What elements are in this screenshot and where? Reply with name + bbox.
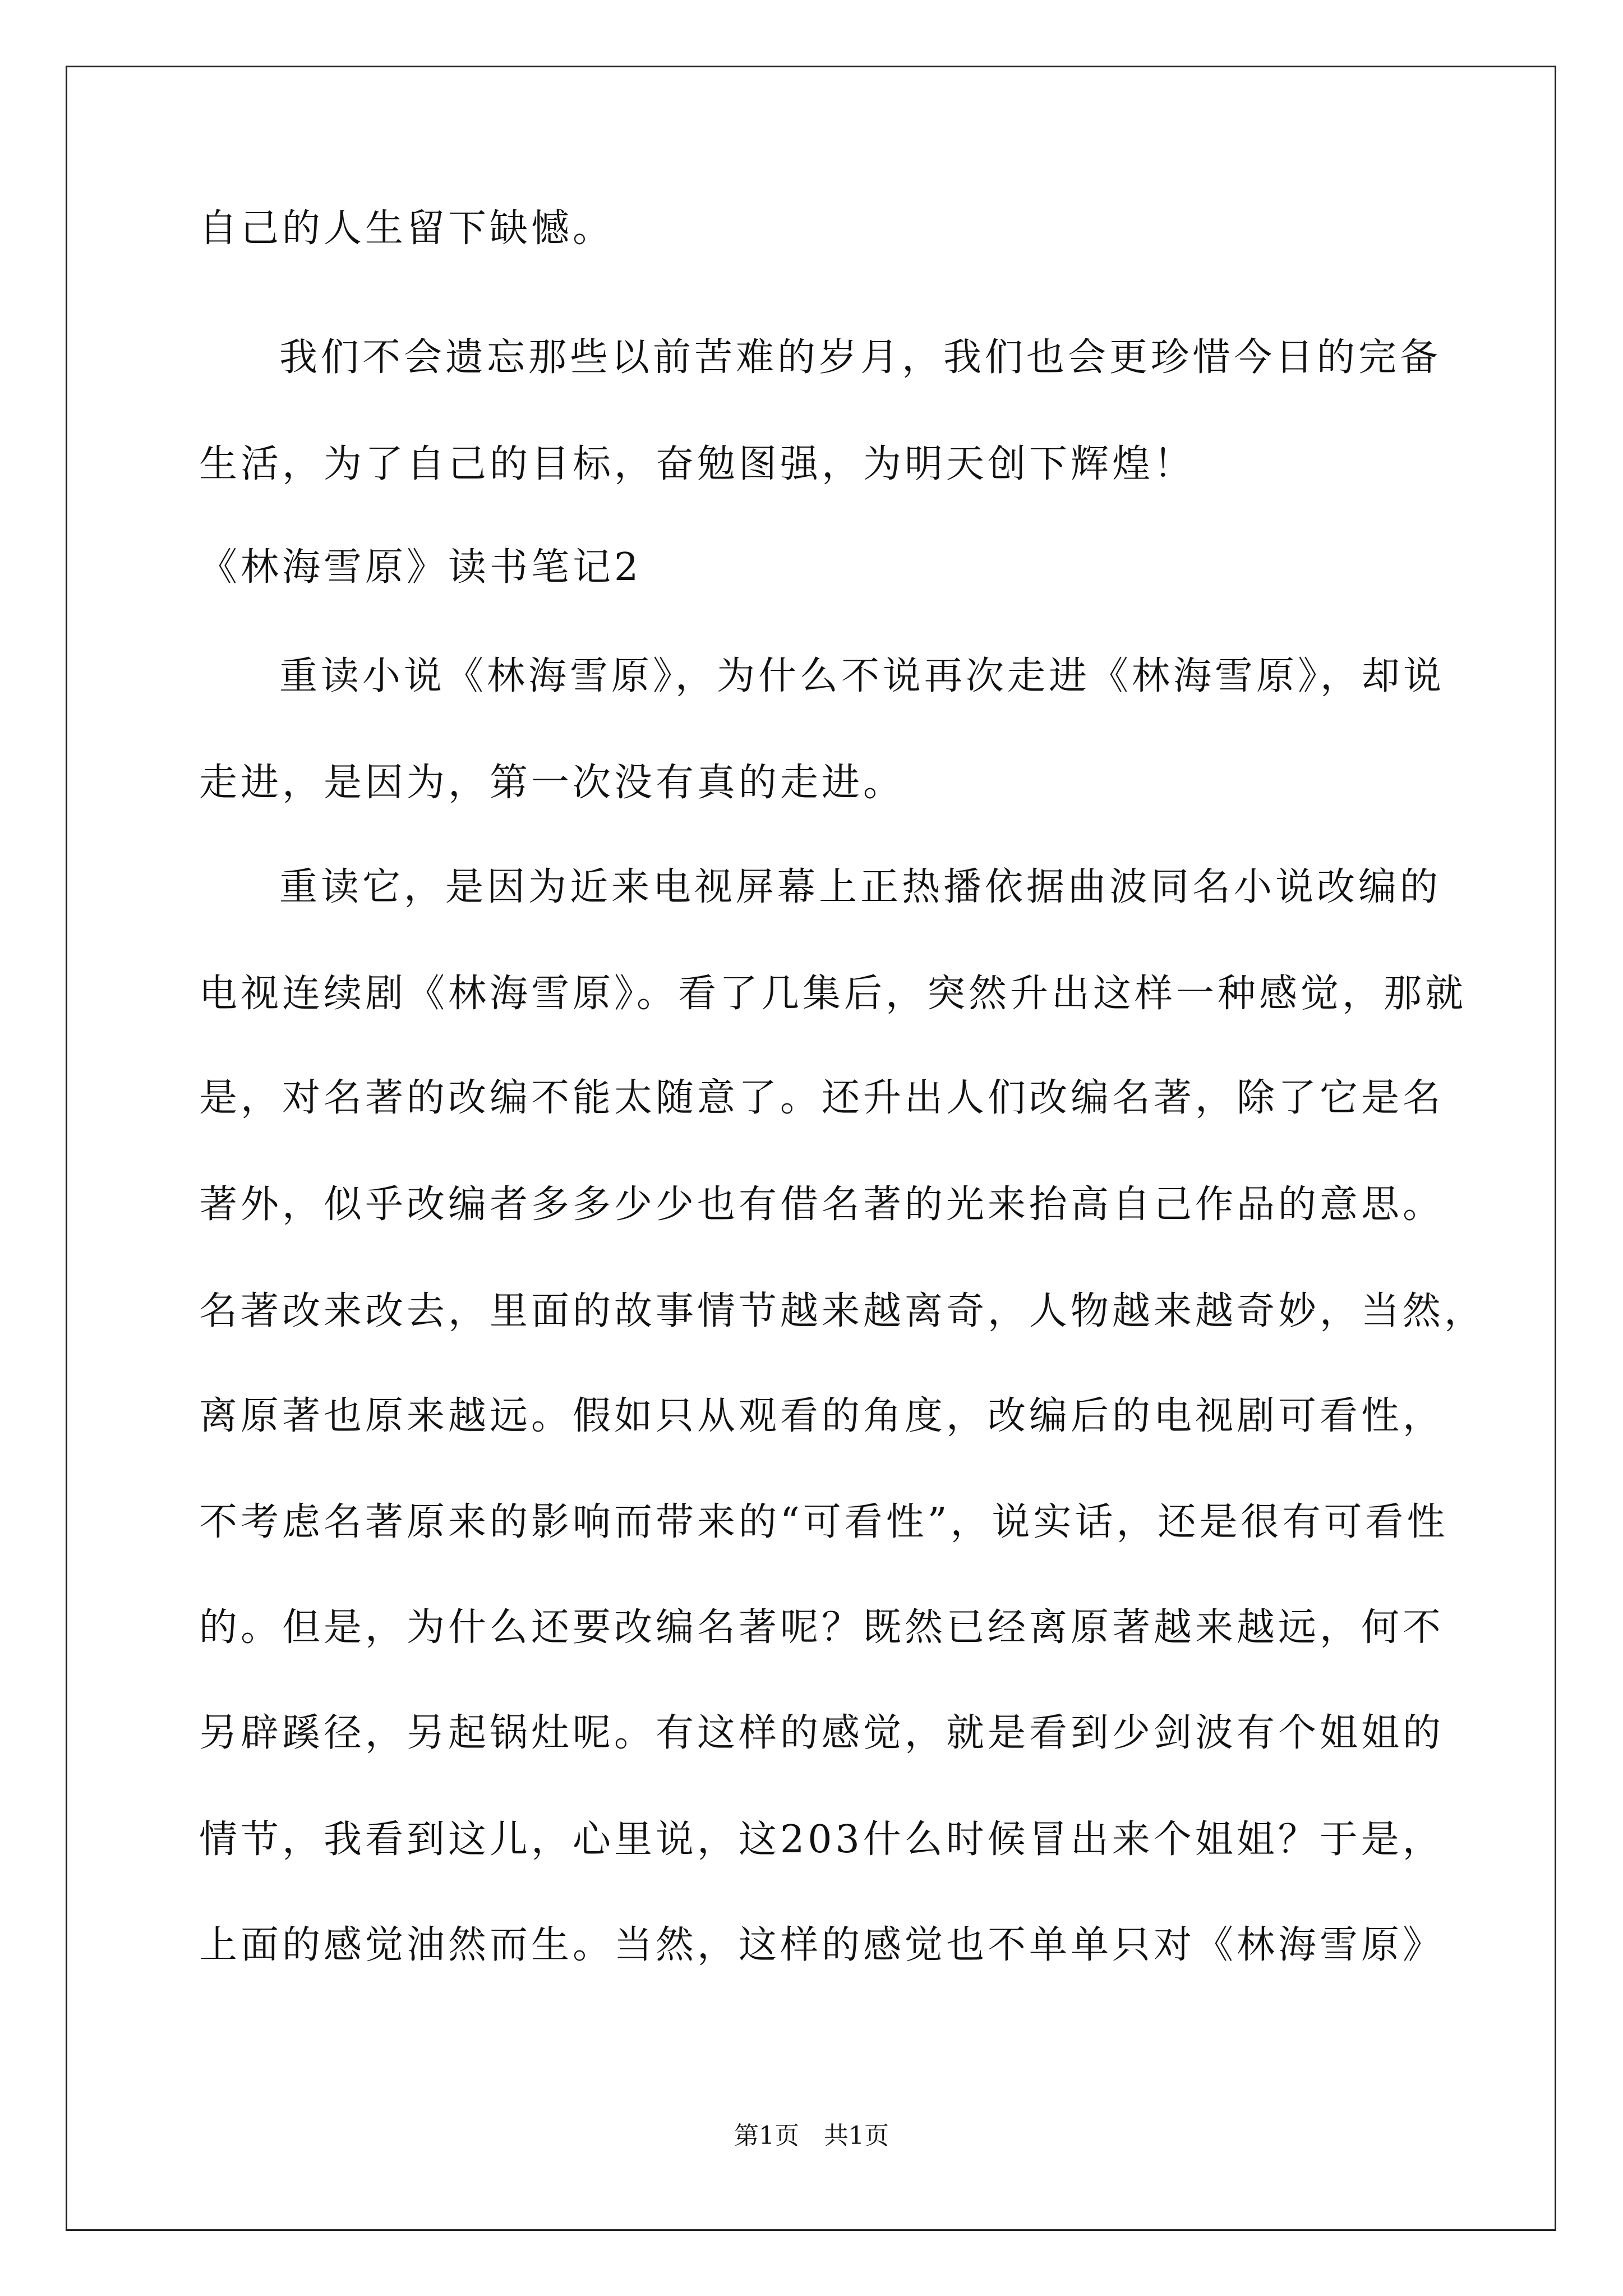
text-line: 重读它，是因为近来电视屏幕上正热播依据曲波同名小说改编的 — [279, 865, 1442, 909]
text-line: 是，对名著的改编不能太随意了。还升出人们改编名著，除了它是名 — [199, 1076, 1445, 1120]
text-line: 自己的人生留下缺憾。 — [199, 206, 615, 251]
text-line: 上面的感觉油然而生。当然，这样的感觉也不单单只对《林海雪原》 — [199, 1923, 1445, 1967]
text-line: 走进，是因为，第一次没有真的走进。 — [199, 761, 905, 805]
text-line: 重读小说《林海雪原》，为什么不说再次走进《林海雪原》，却说 — [279, 654, 1445, 698]
page-border — [66, 66, 1556, 2231]
text-line: 的。但是，为什么还要改编名著呢？既然已经离原著越来越远，何不 — [199, 1605, 1445, 1650]
text-line: 另辟蹊径，另起锅灶呢。有这样的感觉，就是看到少剑波有个姐姐的 — [199, 1711, 1445, 1755]
section-heading: 《林海雪原》读书笔记2 — [199, 545, 642, 590]
text-line: 电视连续剧《林海雪原》。看了几集后，突然升出这样一种感觉，那就 — [199, 972, 1467, 1016]
text-line: 情节，我看到这儿，心里说，这203什么时候冒出来个姐姐？于是， — [199, 1818, 1444, 1862]
text-line: 著外，似乎改编者多多少少也有借名著的光来抬高自己作品的意思。 — [199, 1182, 1445, 1227]
text-line: 离原著也原来越远。假如只从观看的角度，改编后的电视剧可看性， — [199, 1394, 1445, 1438]
text-line: 我们不会遗忘那些以前苦难的岁月，我们也会更珍惜今日的完备 — [279, 335, 1442, 380]
text-line: 不考虑名著原来的影响而带来的“可看性”，说实话，还是很有可看性 — [199, 1500, 1449, 1544]
text-line: 生活，为了自己的目标，奋勉图强，为明天创下辉煌！ — [199, 442, 1196, 486]
text-line: 名著改来改去，里面的故事情节越来越离奇，人物越来越奇妙，当然， — [199, 1289, 1486, 1333]
page-number: 第1页 共1页 — [734, 2122, 889, 2150]
